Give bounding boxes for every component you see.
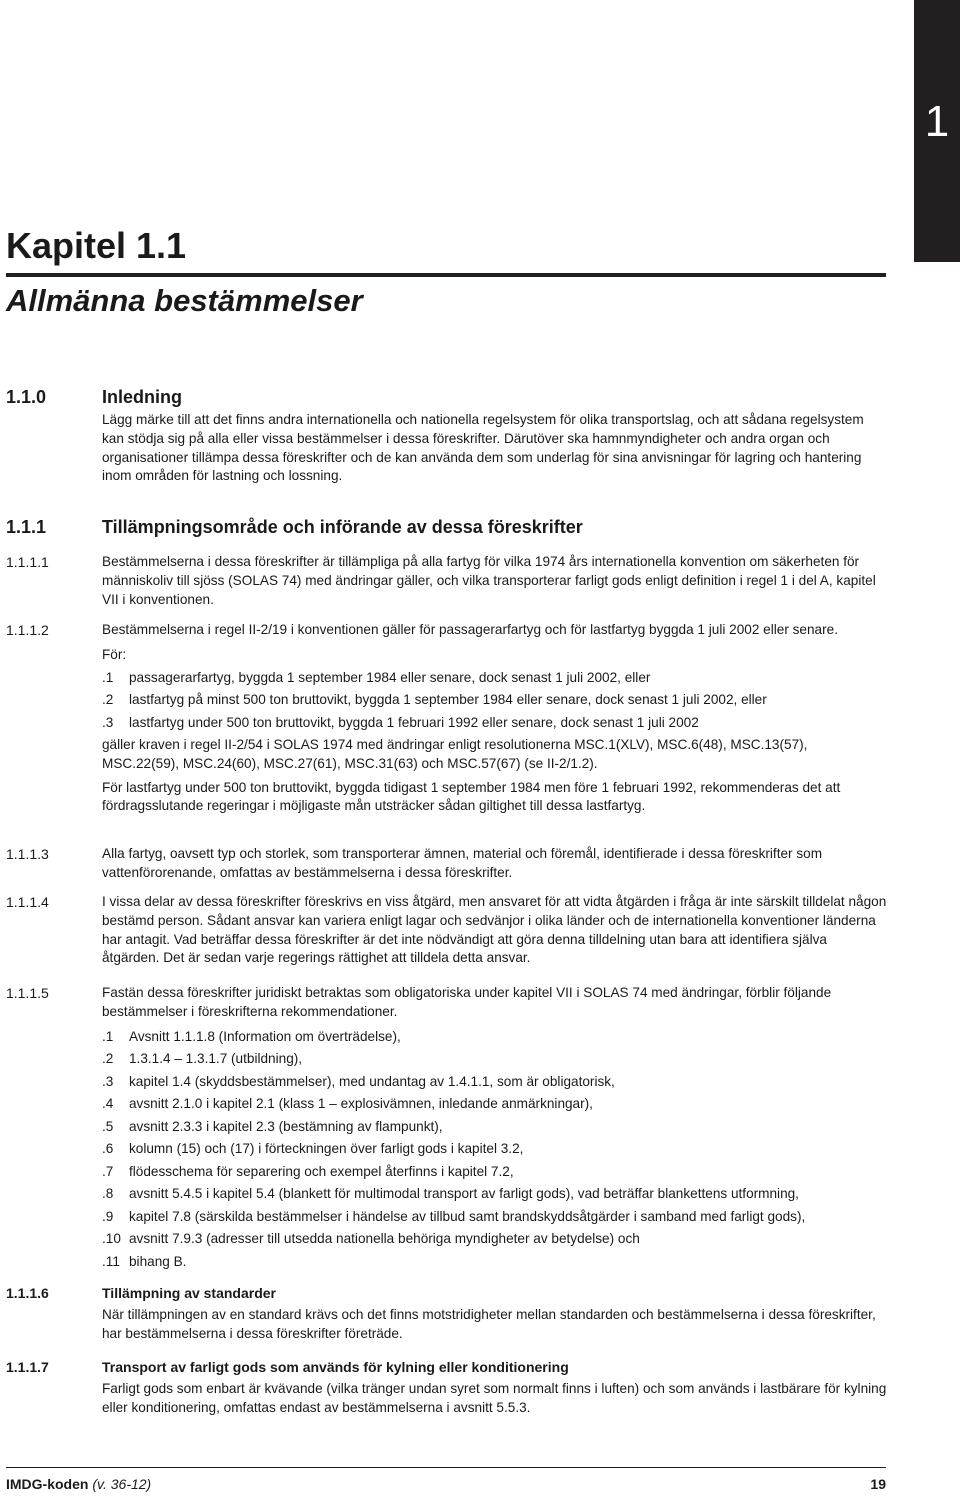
section-body bbox=[102, 893, 887, 968]
section-paragraph: När tillämpningen av en standard krävs och det finns motstridigheter mellan standarden och bestämmelserna i dessa föreskrifter, har bestämmelserna i dessa föreskrifter företräde. bbox=[102, 1307, 876, 1341]
list-item: .8 avsnitt 5.4.5 i kapitel 5.4 (blankett för multimodal transport av farligt gods), vad beträffar blankettens utformning, bbox=[102, 1186, 799, 1202]
section-body bbox=[102, 621, 887, 816]
footer-doc-name: IMDG-koden bbox=[6, 1476, 89, 1492]
page-number: 19 bbox=[870, 1476, 886, 1492]
section-paragraph: I vissa delar av dessa föreskrifter föreskrivs en viss åtgärd, men ansvaret för att vidta åtgärden i fråga är inte särskilt tilldelat någon bestämd person. Sådant ansvar kan variera enligt lagar och sedvänjor i olika länder och de internationella konventioner länderna har antagit. Vad beträffar dessa föreskrifter är det inte nödvändigt att göra denna tilldelning utan bara att identifiera själva åtgärden. Det är sedan varje regerings rättighet att tilldela detta ansvar. bbox=[102, 894, 887, 966]
chapter-tab-number: 1 bbox=[924, 97, 950, 146]
list-item: .5 avsnitt 2.3.3 i kapitel 2.3 (bestämning av flampunkt), bbox=[102, 1118, 443, 1134]
section-number: 1.1.1.3 bbox=[6, 846, 49, 862]
section-body bbox=[102, 553, 887, 609]
section-heading: Transport av farligt gods som används för kylning eller konditionering bbox=[102, 1359, 569, 1375]
chapter-tab bbox=[914, 0, 960, 262]
list-item: .1 Avsnitt 1.1.1.8 (Information om överträdelse), bbox=[102, 1028, 401, 1044]
section-body bbox=[102, 845, 887, 883]
list-item: .9 kapitel 7.8 (särskilda bestämmelser i händelse av tillbud samt brandskyddsåtgärder i samband med farligt gods), bbox=[102, 1208, 806, 1224]
section-number: 1.1.1.5 bbox=[6, 985, 49, 1001]
footer-rule bbox=[6, 1467, 886, 1468]
footer-version: (v. 36-12) bbox=[92, 1476, 152, 1492]
list-item: .3 lastfartyg under 500 ton bruttovikt, byggda 1 februari 1992 eller senare, dock senast 1 juli 2002 bbox=[102, 714, 699, 730]
chapter-title: Kapitel 1.1 bbox=[6, 225, 187, 266]
section-number: 1.1.1.2 bbox=[6, 622, 49, 638]
section-number: 1.1.1.7 bbox=[6, 1359, 49, 1375]
for-label: För: bbox=[102, 646, 127, 662]
list-item: .2 lastfartyg på minst 500 ton bruttovikt, byggda 1 september 1984 eller senare, dock senast 1 juli 2002, eller bbox=[102, 692, 767, 708]
section-body bbox=[102, 516, 887, 538]
section-heading: Inledning bbox=[102, 387, 182, 407]
list-item: .4 avsnitt 2.1.0 i kapitel 2.1 (klass 1 – explosivämnen, inledande anmärkningar), bbox=[102, 1096, 593, 1112]
section-body bbox=[102, 386, 887, 486]
list-item: .2 1.3.1.4 – 1.3.1.7 (utbildning), bbox=[102, 1051, 303, 1067]
section-body bbox=[102, 1284, 887, 1344]
section-number: 1.1.0 bbox=[6, 387, 47, 407]
list-item: .7 flödesschema för separering och exempel återfinns i kapitel 7.2, bbox=[102, 1163, 514, 1179]
section-paragraph: gäller kraven i regel II-2/54 i SOLAS 1974 med ändringar enligt resolutionerna MSC.1(XLV), MSC.6(48), MSC.13(57), MSC.22(59), MSC.24(60), MSC.27(61), MSC.31(63) och MSC.57(67) (se II-2/1.2). bbox=[102, 737, 808, 771]
section-paragraph: Fastän dessa föreskrifter juridiskt betraktas som obligatoriska under kapitel VII i SOLAS 74 med ändringar, förblir följande bestämmelser i föreskrifterna rekommendationer. bbox=[102, 985, 832, 1019]
section-body bbox=[102, 1358, 887, 1418]
footer-document bbox=[6, 1476, 151, 1492]
list-item: .11 bihang B. bbox=[102, 1253, 187, 1269]
list-item: .1 passagerarfartyg, byggda 1 september 1984 eller senare, dock senast 1 juli 2002, eller bbox=[102, 669, 651, 685]
section-paragraph: För lastfartyg under 500 ton bruttovikt, byggda tidigast 1 september 1984 men före 1 februari 1992, rekommenderas det att fördragsslutande regeringar i möjligaste mån utsträcker sådan giltighet till dessa lastfartyg. bbox=[102, 779, 841, 814]
list-item: .6 kolumn (15) och (17) i förteckningen över farligt gods i kapitel 3.2, bbox=[102, 1141, 524, 1157]
section-heading: Tillämpningsområde och införande av dessa föreskrifter bbox=[102, 517, 583, 537]
section-paragraph: Farligt gods som enbart är kvävande (vilka tränger undan syret som normalt finns i luften) och som används i lastbärare för kylning eller konditionering, omfattas endast av bestämmelserna i avsnitt 5.5.3. bbox=[102, 1381, 887, 1415]
section-paragraph: Bestämmelserna i dessa föreskrifter är tillämpliga på alla fartyg för vilka 1974 års internationella konvention om säkerheten för människoliv till sjöss (SOLAS 74) med ändringar gäller, och vilka transporterar farligt gods enligt definition i regel 1 i del A, kapitel VII i konventionen. bbox=[102, 554, 876, 607]
section-number: 1.1.1 bbox=[6, 517, 47, 537]
section-number: 1.1.1.4 bbox=[6, 894, 49, 910]
section-number: 1.1.1.1 bbox=[6, 554, 49, 570]
section-paragraph: Bestämmelserna i regel II-2/19 i konventionen gäller för passagerarfartyg och för lastfartyg byggda 1 juli 2002 eller senare. bbox=[102, 622, 838, 637]
list-item: .10 avsnitt 7.9.3 (adresser till utsedda nationella behöriga myndigheter av betydelse) och bbox=[102, 1231, 640, 1247]
section-body bbox=[102, 984, 887, 1275]
section-paragraph: Alla fartyg, oavsett typ och storlek, som transporterar ämnen, material och föremål, identifierade i dessa föreskrifter som vattenförorenande, omfattas av bestämmelserna i dessa föreskrifter. bbox=[102, 846, 823, 880]
chapter-subtitle: Allmänna bestämmelser bbox=[6, 283, 363, 318]
section-paragraph: Lägg märke till att det finns andra internationella och nationella regelsystem för olika transportslag, och att sådana regelsystem kan stödja sig på alla eller vissa bestämmelser i dessa föreskrifter. Därutöver ska hamnmyndigheter och andra organ och organisationer tillämpa dessa föreskrifter och de kan använda dem som underlag för sina anvisningar för lagring och hantering inom områden för lastning och lossning. bbox=[102, 412, 864, 484]
section-number: 1.1.1.6 bbox=[6, 1285, 49, 1301]
section-heading: Tillämpning av standarder bbox=[102, 1285, 277, 1301]
list-item: .3 kapitel 1.4 (skyddsbestämmelser), med undantag av 1.4.1.1, som är obligatorisk, bbox=[102, 1073, 615, 1089]
chapter-title-rule bbox=[6, 273, 886, 277]
